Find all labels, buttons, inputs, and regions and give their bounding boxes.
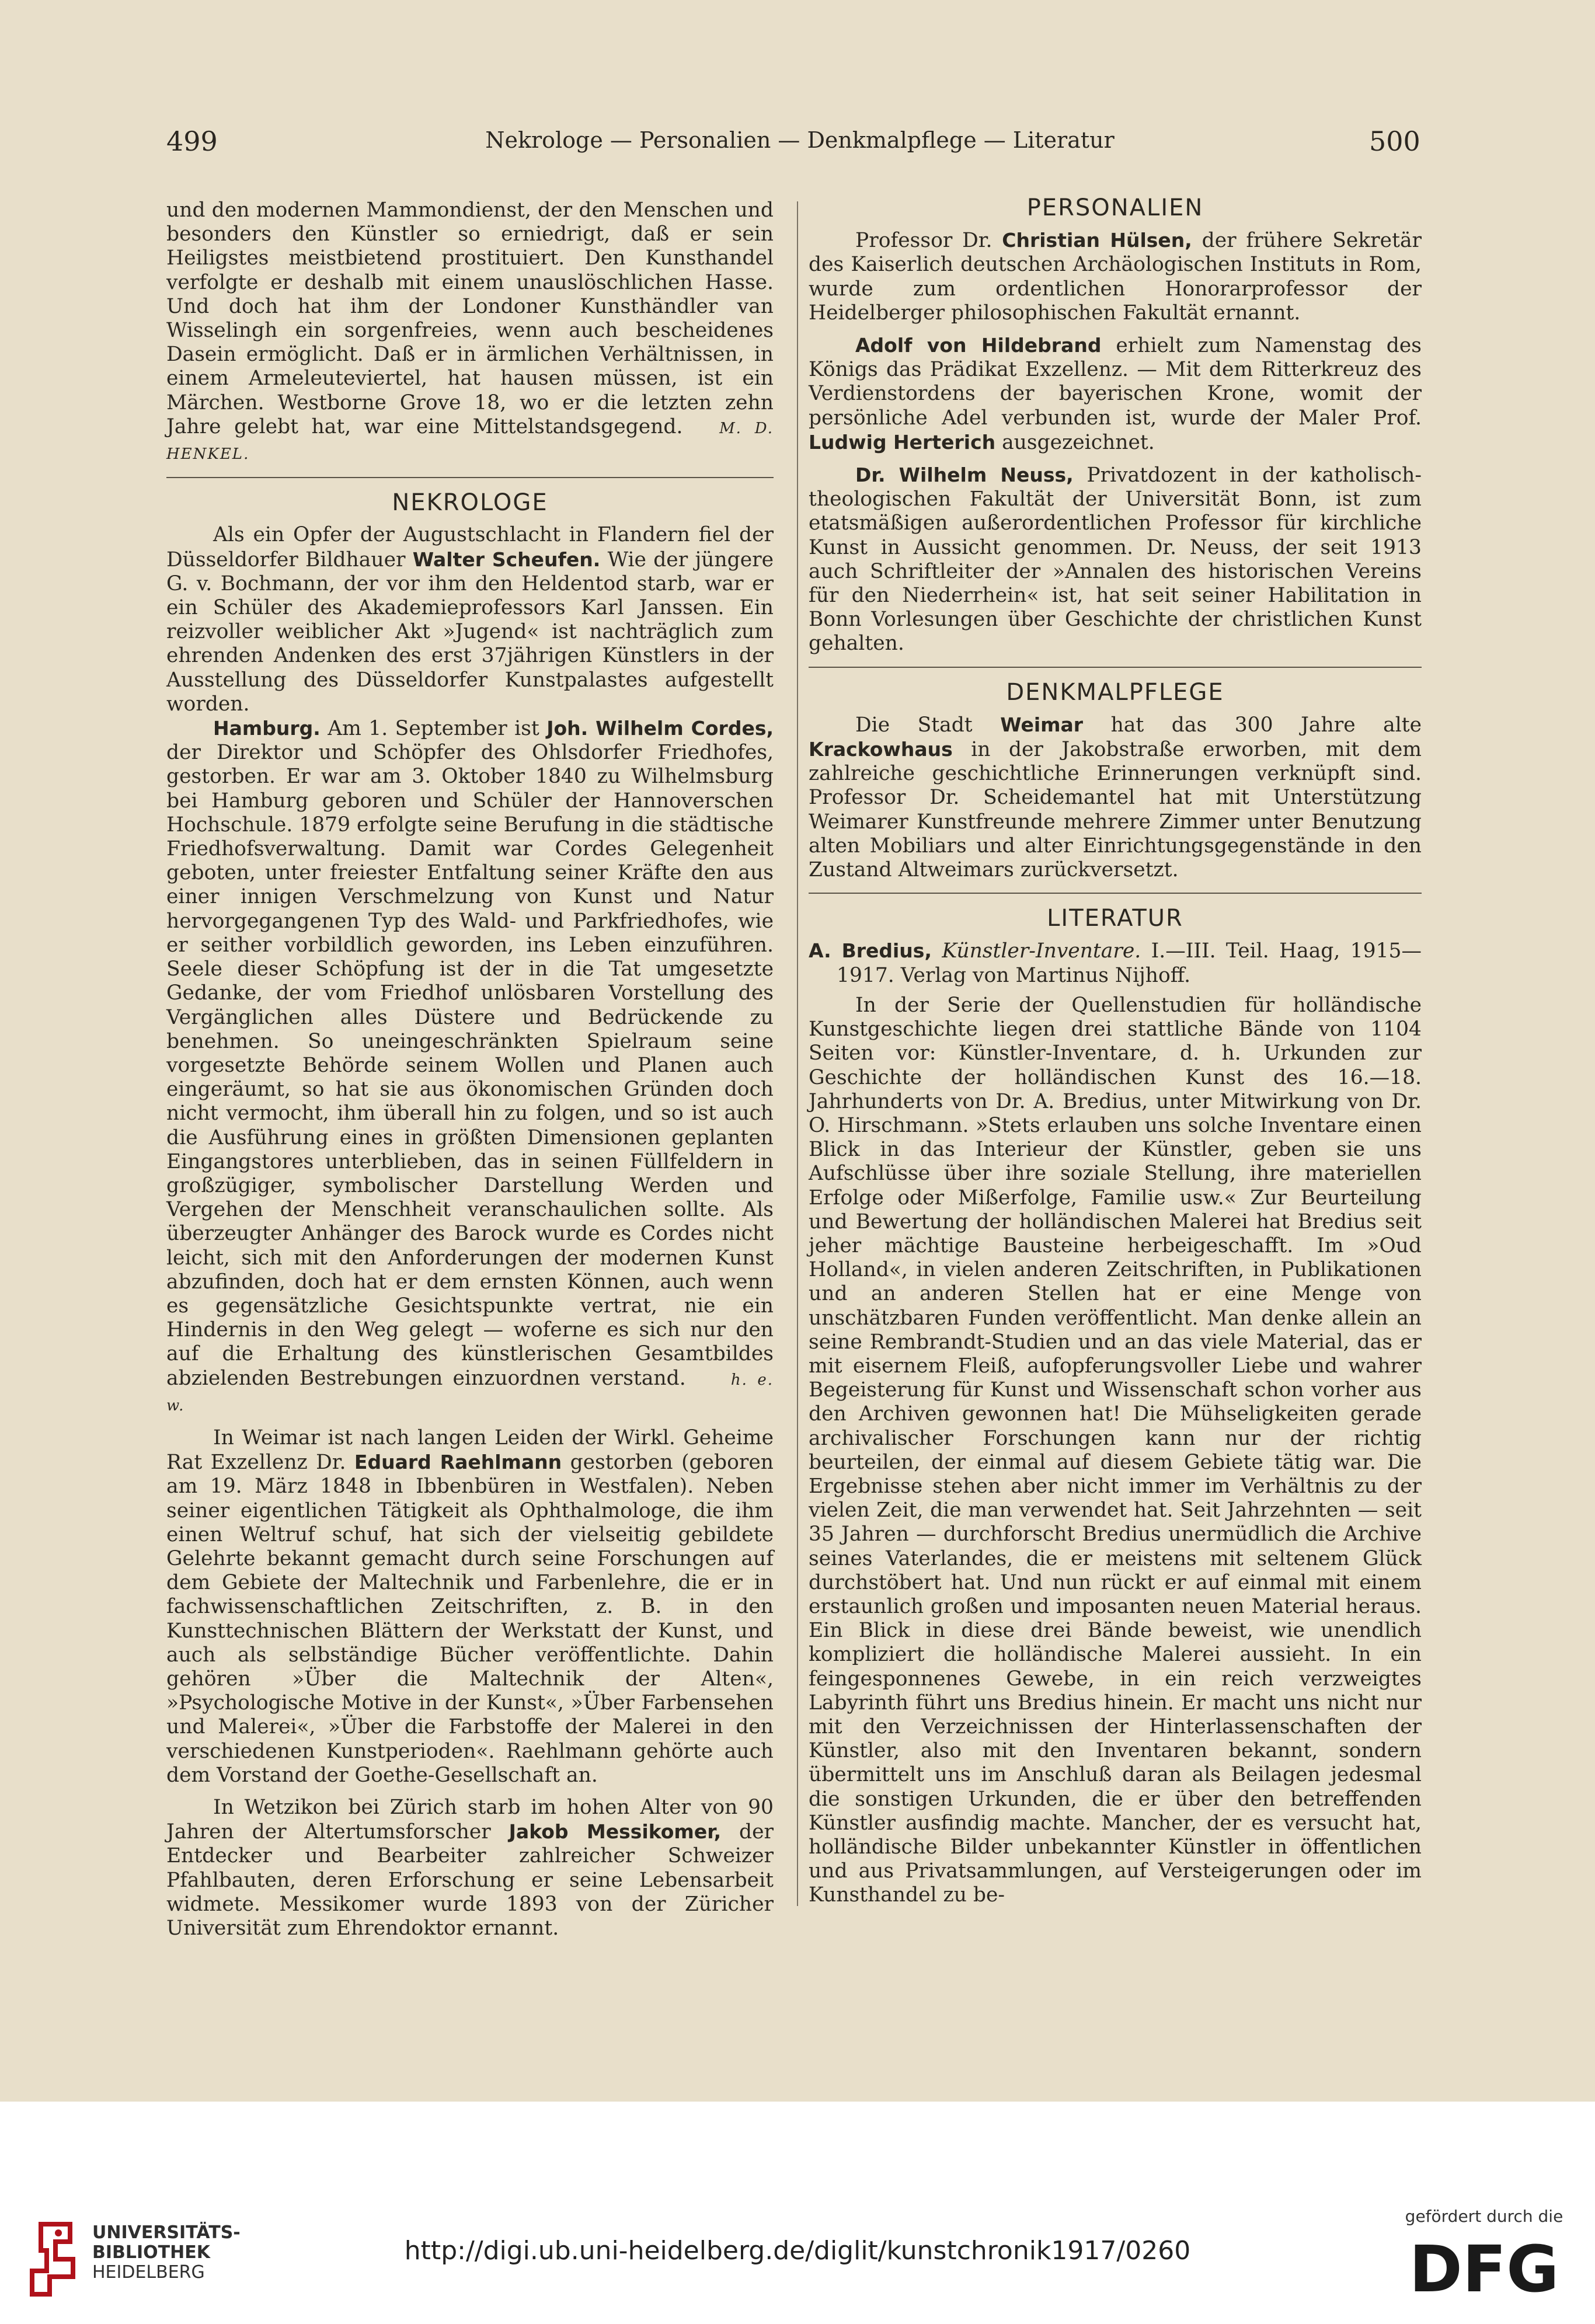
- personalien-heading: PERSONALIEN: [1026, 194, 1204, 221]
- left-column: [166, 198, 774, 1940]
- scheufen-text-a: Als ein Opfer der Augustschlacht in Flandern fiel der Düsseldorfer Bildhauer: [166, 523, 774, 572]
- library-name-line1: UNIVERSITÄTS-: [92, 2222, 241, 2243]
- section-rule: [809, 667, 1422, 668]
- footer-bar: [0, 2102, 1595, 2324]
- messikomer-text-a: In Wetzikon bei Zürich starb im hohen Alter von 90 Jahren der Altertumsforscher: [166, 1796, 774, 1844]
- neuss-name: Dr. Wilhelm Neuss,: [855, 464, 1074, 487]
- raehlmann-entry: [166, 1426, 774, 1788]
- section-rule: [166, 477, 774, 478]
- bredius-book-title: Künstler-Inventare.: [942, 939, 1141, 963]
- cordes-place: Hamburg.: [213, 717, 321, 740]
- hildebrand-text: erhielt zum Namenstag des Königs das Prädikat Exzellenz. — Mit dem Ritterkreuz des Verdienstordens der bayerischen Krone, womit der persönliche Adel verbunden ist, wurde der Maler Prof.: [809, 334, 1422, 430]
- henkel-text: und den modernen Mammondienst, der den Menschen und besonders den Künstler so erniedrigt, daß er sein Heiligstes meistbietend prostituiert. Den Kunsthandel verfolgte er deshalb mit einem unauslöschlichen Hasse. Und doch hat ihm der Londoner Kunsthändler van Wisselingh ein sorgenfreies, wenn auch bescheidenes Dasein ermöglicht. Daß er in ärmlichen Verhältnissen, in einem Armeleuteviertel, hat hausen müssen, ist ein Märchen. Westborne Grove 18, wo er die letzten zehn Jahre gelebt hat, war eine Mittelstandsgegend.: [166, 198, 774, 438]
- neuss-text: Privatdozent in der katholisch-theologischen Fakultät der Universität Bonn, ist zum etatsmäßigen außerordentlichen Professor für kirchliche Kunst in Aussicht genommen. Dr. Neuss, der seit 1913 auch Schriftleiter der »Annalen des historischen Vereins für den Niederrhein« ist, hat seit seiner Habilitation in Bonn Vorlesungen über Geschichte der christlichen Kunst gehalten.: [809, 464, 1422, 656]
- cordes-name: Joh. Wilhelm Cordes,: [546, 717, 774, 740]
- dfg-logo-icon: [1397, 2236, 1572, 2300]
- scheufen-entry: [166, 523, 774, 716]
- messikomer-name: Jakob Messikomer,: [509, 1820, 722, 1844]
- bredius-review: In der Serie der Quellenstudien für holländische Kunstgeschichte liegen drei stattliche Bände von 1104 Seiten vor: Künstler-Inventare, d. h. Urkunden zur Geschichte der holländischen Kunst des 16.—18. Jahrhunderts von Dr. A. Bredius, unter Mitwirkung von Dr. O. Hirschmann. »Stets erlauben uns solche Inventare einen Blick in das Interieur der Künstler, geben sie uns Aufschlüsse über ihre soziale Stellung, ihre materiellen Erfolge oder Mißerfolge, Familie usw.« Zur Beurteilung und Bewertung der holländischen Malerei hat Bredius seit jeher mächtige Bausteine herbeigeschafft. Im »Oud Holland«, in vielen anderen Zeitschriften, in Publikationen und an anderen Stellen hat er eine Menge von unschätzbaren Funden veröffentlicht. Man denke allein an seine Rembrandt-Studien und an das viele Material, das er mit eisernem Fleiß, aufopferungsvoller Liebe und wahrer Begeisterung für Kunst und Wissenschaft schon vorher aus den Archiven gewonnen hat! Die Mühseligkeiten gerade archivalischer Forschungen kann nur der richtig beurteilen, der einmal auf diesem Gebiete tätig war. Die Ergebnisse stehen aber nicht immer im Verhältnis zu der vielen Zeit, die man verwendet hat. Seit Jahrzehnten — seit 35 Jahren — durchforscht Bredius unermüdlich die Archive seines Vaterlandes, die er meistens mit seltenem Glück durchstöbert hat. Und nun rückt er auf einmal mit einem erstaunlich großen und imposanten neuen Material heraus. Ein Blick in diese drei Bände beweist, wie unendlich kompliziert die holländische Malerei aussieht. In ein feingesponnenes Gewebe, in ein reich verzweigtes Labyrinth führt uns Bredius hinein. Er macht uns nicht nur mit den Verzeichnissen der Hinterlassenschaften der Künstler, also mit den Inventaren bekannt, sondern übermittelt uns im Anschluß daran als Beilagen jedesmal die sonstigen Urkunden, die er über den betreffenden Künstler ausfindig machte. Mancher, der es versucht hat, holländische Bilder unbekannter Künstler in öffentlichen und aus Privatsammlungen, auf Versteigerungen oder im Kunsthandel zu be-: [809, 993, 1422, 1907]
- weimar-name: Weimar: [1000, 713, 1084, 736]
- scheufen-name: Walter Scheufen.: [412, 548, 601, 571]
- weimar-text-a: Die Stadt: [855, 713, 973, 737]
- henkel-continuation: [166, 198, 774, 466]
- raehlmann-name: Eduard Raehlmann: [354, 1451, 562, 1474]
- page-number-right: 500: [1369, 126, 1420, 157]
- krackow-name: Krackowhaus: [809, 738, 953, 761]
- nekrologe-heading: NEKROLOGE: [392, 489, 548, 517]
- huelsen-entry: [809, 228, 1422, 325]
- library-name-line2: BIBLIOTHEK: [92, 2242, 210, 2263]
- neuss-entry: [809, 463, 1422, 656]
- raehlmann-text-a: In Weimar ist nach langen Leiden der Wirkl. Geheime Rat Exzellenz Dr.: [166, 1426, 774, 1475]
- denkmalpflege-heading: DENKMALPFLEGE: [1006, 678, 1224, 706]
- funded-by-text: gefördert durch die: [1405, 2207, 1563, 2226]
- bredius-name: A. Bredius,: [809, 939, 932, 963]
- messikomer-text-b: der Entdecker und Bearbeiter zahlreicher Schweizer Pfahlbauten, deren Erforschung er seine Lebensarbeit widmete. Messikomer wurde 1893 von der Züricher Universität zum Ehrendoktor ernannt.: [166, 1820, 774, 1940]
- messikomer-entry: [166, 1796, 774, 1940]
- huelsen-text-a: Professor Dr.: [855, 229, 992, 253]
- right-column: [809, 194, 1422, 1908]
- cordes-text-b: der Direktor und Schöpfer des Ohlsdorfer Friedhofes, gestorben. Er war am 3. Oktober 1840 zu Wilhelmsburg bei Hamburg geboren und Schüler der Hannoverschen Hochschule. 1879 erfolgte seine Berufung in die städtische Friedhofsverwaltung. Damit war Cordes Gelegenheit geboten, unter freiester Entfaltung seiner Kräfte den aus einer innigen Verschmelzung von Kunst und Natur hervorgegangenen Typ des Wald- und Parkfriedhofes, wie er seither vorbildlich geworden, ins Leben einzuführen. Seele dieser Schöpfung ist der in die Tat umgesetzte Gedanke, der vom Friedhof unlösbaren Vorstellung des Vergänglichen alles Düstere und Bedrückende zu benehmen. So uneingeschränkten Spielraum seine vorgesetzte Behörde seinem Wollen und Planen auch eingeräumt, so hat sie aus ökonomischen Gründen doch nicht vermocht, ihm überall hin zu folgen, und so ist auch die Ausführung eines in größten Dimensionen geplanten Eingangstores unterblieben, das in seinen Füllfeldern in großzügiger, symbolischer Darstellung Werden und Vergehen der Menschheit veranschaulichen sollte. Als überzeugter Anhänger des Barock wurde es Cordes nicht leicht, sich mit den Anforderungen der modernen Kunst abzufinden, doch hat er dem ernsten Können, auch wenn es gegensätzliche Gesichtspunkte vertrat, nie ein Hindernis in den Weg gelegt — woferne es sich nur den auf die Erhaltung des künstlerischen Gesamtbildes abzielenden Bestrebungen einzuordnen verstand.: [166, 741, 774, 1390]
- source-url-link[interactable]: http://digi.ub.uni-heidelberg.de/diglit/kunstchronik1917/0260: [404, 2236, 1191, 2266]
- hildebrand-entry: [809, 333, 1422, 455]
- henkel-signature: M. D. HENKEL.: [166, 419, 774, 464]
- running-title: Nekrologe — Personalien — Denkmalpflege — Literatur: [485, 127, 1115, 153]
- huelsen-name: Christian Hülsen,: [1002, 229, 1192, 252]
- weimar-entry: [809, 713, 1422, 882]
- weimar-text-b: hat das 300 Jahre alte: [1110, 713, 1422, 737]
- dfg-logo-text: DFG: [1409, 2236, 1559, 2300]
- library-name-line3: HEIDELBERG: [92, 2262, 205, 2283]
- column-divider: [797, 201, 798, 1906]
- cordes-signature: h. e. w.: [166, 1371, 774, 1414]
- section-rule: [809, 893, 1422, 894]
- hildebrand-name: Adolf von Hildebrand: [855, 334, 1102, 357]
- herterich-name: Ludwig Herterich: [809, 430, 996, 454]
- cordes-entry: [166, 716, 774, 1418]
- literatur-heading: LITERATUR: [1047, 905, 1183, 932]
- weimar-text-c: in der Jakobstraße erworben, mit dem zahlreiche geschichtliche Erinnerungen verknüpft sind. Professor Dr. Scheidemantel hat mit Unterstützung Weimarer Kunstfreunde mehrere Zimmer unter Benutzung alten Mobiliars und alter Einrichtungsgegenstände in den Zustand Altweimars zurückversetzt.: [809, 738, 1422, 882]
- raehlmann-text-b: gestorben (geboren am 19. März 1848 in Ibbenbüren in Westfalen). Neben seiner eigentlichen Tätigkeit als Ophthalmologe, die ihm einen Weltruf schuf, hat sich der vielseitig gebildete Gelehrte bekannt gemacht durch seine Forschungen auf dem Gebiete der Maltechnik und Farbenlehre, die er in fachwissenschaftlichen Zeitschriften, z. B. in den Kunsttechnischen Blättern der Werkstatt der Kunst, und auch als selbständige Bücher veröffentlichte. Dahin gehören »Über die Maltechnik der Alten«, »Psychologische Motive in der Kunst«, »Über Farbensehen und Malerei«, »Über die Farbstoffe der Malerei in den verschiedenen Kunstperioden«. Raehlmann gehörte auch dem Vorstand der Goethe-Gesellschaft an.: [166, 1451, 774, 1787]
- cordes-text-a: Am 1. September ist: [328, 717, 539, 741]
- huelsen-text-b: der frühere Sekretär des Kaiserlich deutschen Archäologischen Instituts in Rom, wurde zum ordentlichen Honorarprofessor der Heidelberger philosophischen Fakultät ernannt.: [809, 229, 1422, 325]
- scheufen-text-b: Wie der jüngere G. v. Bochmann, der vor ihm den Heldentod starb, war er ein Schüler des Akademieprofessors Karl Janssen. Ein reizvoller weiblicher Akt »Jugend« ist nachträglich zum ehrenden Andenken des erst 37jährigen Künstlers in der Ausstellung des Düsseldorfer Kunstpalastes aufgestellt worden.: [166, 548, 774, 716]
- herterich-text: ausgezeichnet.: [1002, 430, 1155, 454]
- page-number-left: 499: [166, 126, 218, 157]
- bredius-publication: I.—III. Teil. Haag, 1915—1917. Verlag von Martinus Nijhoff.: [837, 939, 1422, 987]
- bredius-citation: [809, 939, 1422, 987]
